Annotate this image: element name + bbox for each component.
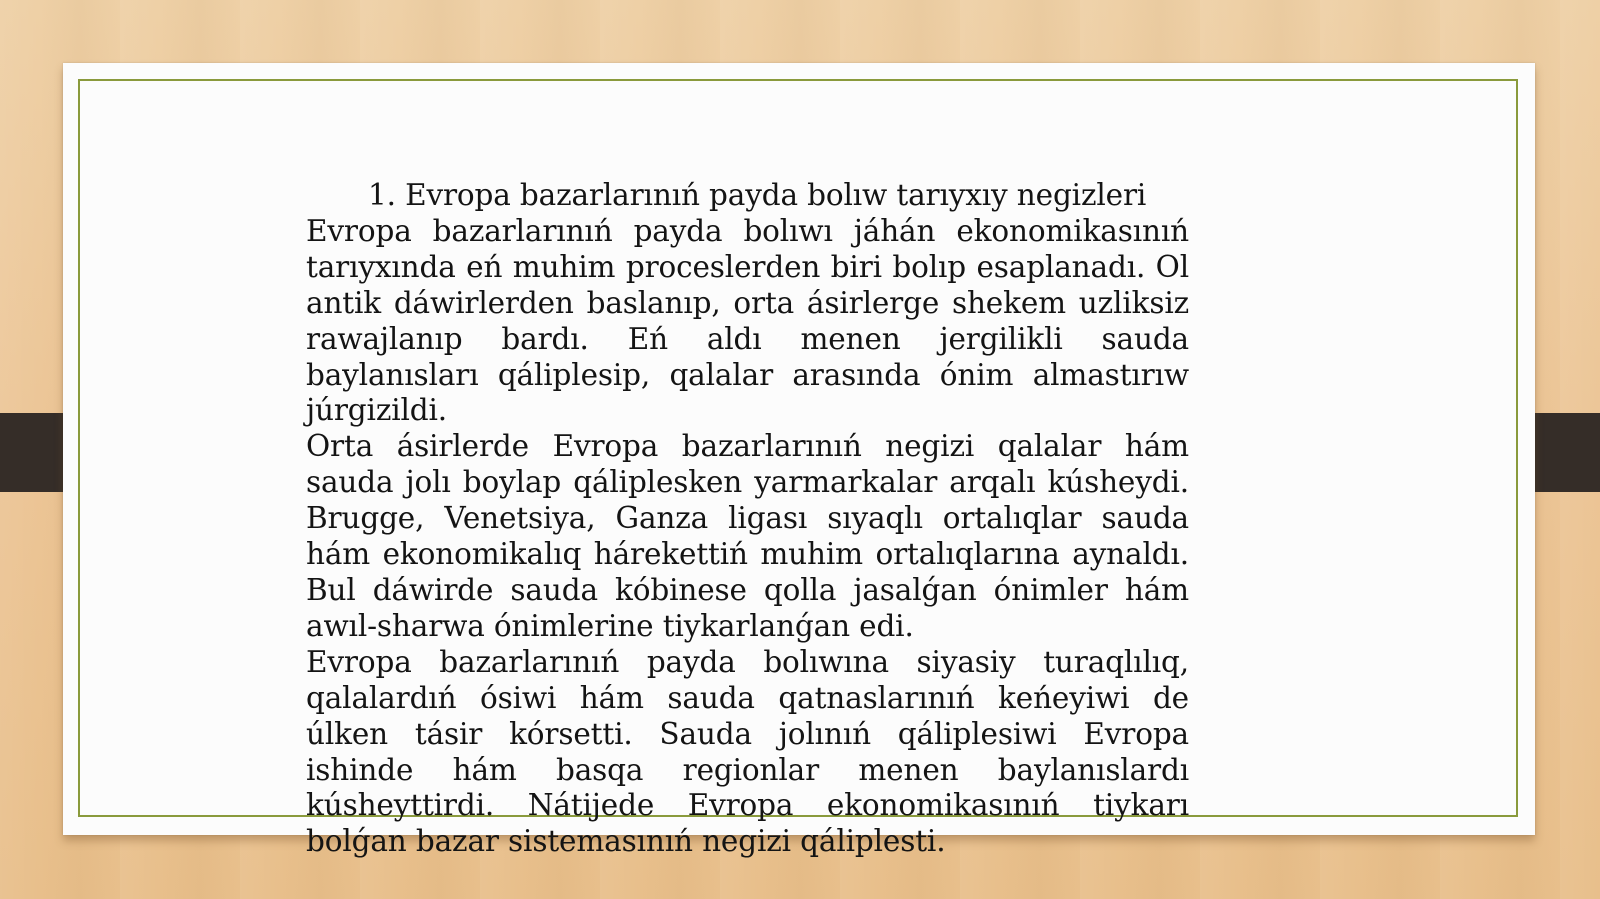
slide-text-body (306, 178, 1189, 860)
paragraph-1: Evropa bazarlarınıń payda bolıwı jáhán ekonomikasınıń tarıyxında eń muhim proceslerden biri bolıp esaplanadı. Ol antik dáwirlerden baslanıp, orta ásirlerge shekem uzliksiz rawajlanıp bardı. Eń aldı menen jergilikli sauda baylanısları qáliplesip, qalalar arasında ónim almastırıw júrgizildi. (306, 213, 1189, 428)
slide-title: 1. Evropa bazarlarınıń payda bolıw tarıyxıy negizleri (368, 178, 1147, 212)
paragraph-2: Orta ásirlerde Evropa bazarlarınıń negizi qalalar hám sauda jolı boylap qáliplesken yarmarkalar arqalı kúsheydi. Brugge, Venetsiya, Ganza ligası sıyaqlı ortalıqlar sauda hám ekonomikalıq hárekettiń muhim ortalıqlarına aynaldı. Bul dáwirde sauda kóbinese qolla jasalǵan ónimler hám awıl-sharwa ónimlerine tiykarlanǵan edi. (306, 429, 1189, 643)
paragraph-3: Evropa bazarlarınıń payda bolıwına siyasiy turaqlılıq, qalalardıń ósiwi hám sauda qatnaslarınıń keńeyiwi de úlken tásir kórsetti. Sauda jolınıń qáliplesiwi Evropa ishinde hám basqa regionlar menen baylanıslardı kúsheyttirdi. Nátijede Evropa ekonomikasınıń tiykarı bolǵan bazar sistemasınıń negizi qáliplesti. (306, 644, 1189, 859)
